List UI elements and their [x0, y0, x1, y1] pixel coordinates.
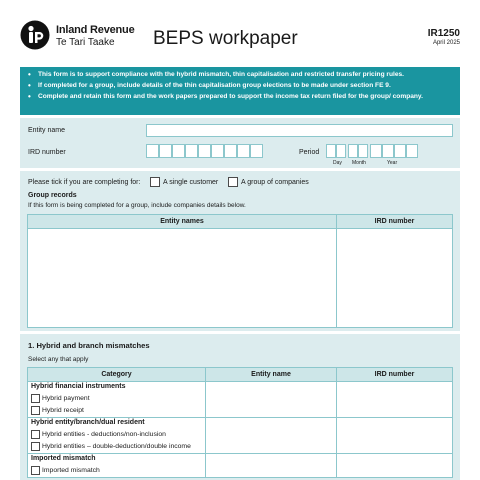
- period-day-digit[interactable]: [336, 144, 346, 158]
- period-input[interactable]: [326, 144, 418, 158]
- group-records-table: [27, 214, 453, 328]
- form-date: April 2025: [432, 40, 460, 46]
- entity-name-cell[interactable]: [206, 418, 337, 454]
- list-item: [28, 465, 205, 477]
- form-code: IR1250: [427, 28, 460, 39]
- category-cell: [28, 382, 206, 418]
- ird-number-cell[interactable]: [337, 454, 453, 478]
- entity-name-input[interactable]: [146, 124, 453, 137]
- org-name-maori: Te Tari Taake: [56, 37, 115, 48]
- completing-prompt: Please tick if you are completing for:: [28, 179, 141, 186]
- ird-number-cell[interactable]: [337, 382, 453, 418]
- period-year-digit[interactable]: [406, 144, 418, 158]
- org-name: Inland Revenue: [56, 24, 135, 36]
- ird-digit[interactable]: [250, 144, 263, 158]
- category-label: Hybrid entity/branch/dual resident: [31, 419, 145, 426]
- period-day-digit[interactable]: [326, 144, 336, 158]
- category-cell: [28, 418, 206, 454]
- period-year-digit[interactable]: [394, 144, 406, 158]
- ird-number-input[interactable]: [146, 144, 262, 158]
- section-hybrid-mismatches: [20, 334, 460, 480]
- period-month-digit[interactable]: [348, 144, 358, 158]
- ird-digit[interactable]: [211, 144, 224, 158]
- hybrid-entities-deduction-checkbox[interactable]: [31, 430, 40, 439]
- month-label: Month: [352, 160, 366, 166]
- section-heading: 1. Hybrid and branch mismatches: [28, 341, 150, 350]
- option-label: Hybrid receipt: [42, 407, 84, 414]
- entity-names-cell[interactable]: [28, 229, 337, 328]
- mismatch-table: [27, 367, 453, 478]
- category-label: Imported mismatch: [31, 455, 96, 462]
- list-item: [28, 405, 205, 417]
- banner-item: • Complete and retain this form and the work papers prepared to support the income tax return filed for the group/ company.: [28, 93, 452, 101]
- group-records-panel: [20, 171, 460, 331]
- entity-name-cell[interactable]: [206, 454, 337, 478]
- hybrid-payment-checkbox[interactable]: [31, 394, 40, 403]
- inland-revenue-logo-icon: [20, 20, 50, 50]
- ird-digit[interactable]: [172, 144, 185, 158]
- ird-digit[interactable]: [185, 144, 198, 158]
- category-cell: [28, 454, 206, 478]
- imported-mismatch-checkbox[interactable]: [31, 466, 40, 475]
- period-year-digit[interactable]: [382, 144, 394, 158]
- ird-number-label: IRD number: [28, 149, 66, 156]
- option-label: Hybrid entities - deductions/non-inclusion: [42, 431, 166, 438]
- entity-name-label: Entity name: [28, 127, 65, 134]
- ird-number-cell[interactable]: [337, 229, 453, 328]
- period-label: Period: [299, 149, 320, 156]
- section-instruction: Select any that apply: [28, 356, 89, 363]
- col-header-category: Category: [28, 368, 206, 382]
- day-label: Day: [333, 160, 342, 166]
- col-header-entity-name: Entity name: [206, 368, 337, 382]
- ird-digit[interactable]: [224, 144, 237, 158]
- list-item: [28, 393, 205, 405]
- period-month-digit[interactable]: [358, 144, 368, 158]
- banner-item: • If completed for a group, include details of the thin capitalisation group elections to be made under section FE 9.: [28, 82, 452, 90]
- col-header-entity-names: Entity names: [28, 215, 337, 229]
- entity-details-panel: [20, 118, 460, 168]
- hybrid-receipt-checkbox[interactable]: [31, 406, 40, 415]
- banner-item: • This form is to support compliance with the hybrid mismatch, thin capitalisation and restricted transfer pricing rules.: [28, 71, 452, 79]
- single-customer-label: A single customer: [163, 179, 219, 186]
- ird-digit[interactable]: [146, 144, 159, 158]
- group-of-companies-label: A group of companies: [241, 179, 309, 186]
- entity-name-cell[interactable]: [206, 382, 337, 418]
- list-item: [28, 441, 205, 453]
- group-records-note: If this form is being completed for a group, include companies details below.: [28, 202, 246, 209]
- category-label: Hybrid financial instruments: [31, 383, 126, 390]
- option-label: Imported mismatch: [42, 467, 100, 474]
- col-header-ird-number: IRD number: [337, 368, 453, 382]
- ird-digit[interactable]: [237, 144, 250, 158]
- ird-digit[interactable]: [198, 144, 211, 158]
- year-label: Year: [387, 160, 398, 166]
- single-customer-checkbox[interactable]: [150, 177, 160, 187]
- option-label: Hybrid entities – double-deduction/double income: [42, 443, 191, 450]
- option-label: Hybrid payment: [42, 395, 90, 402]
- list-item: [28, 429, 205, 441]
- ird-number-cell[interactable]: [337, 418, 453, 454]
- col-header-ird-number: IRD number: [337, 215, 453, 229]
- page-title: BEPS workpaper: [153, 28, 298, 49]
- ird-digit[interactable]: [159, 144, 172, 158]
- group-of-companies-checkbox[interactable]: [228, 177, 238, 187]
- group-records-heading: Group records: [28, 192, 77, 199]
- form-header: [0, 0, 480, 66]
- period-year-digit[interactable]: [370, 144, 382, 158]
- hybrid-entities-double-checkbox[interactable]: [31, 442, 40, 451]
- info-banner: [20, 67, 460, 115]
